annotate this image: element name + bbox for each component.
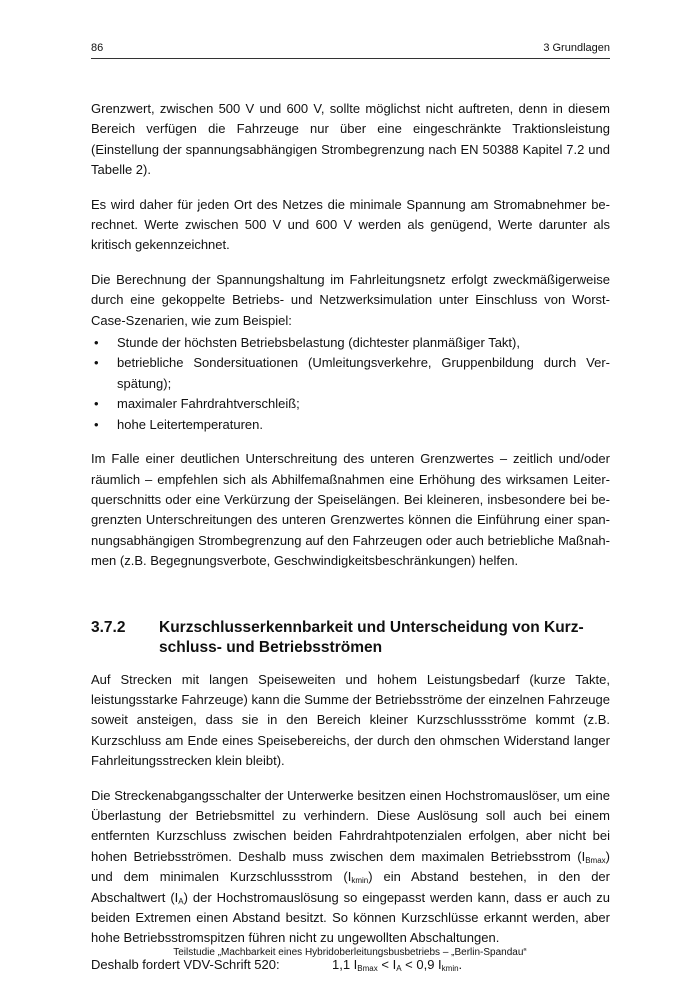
page-number: 86: [91, 42, 104, 54]
section-number: 3.7.2: [91, 618, 126, 636]
bullet-icon: •: [94, 335, 99, 351]
chapter-title: 3 Grundlagen: [543, 42, 610, 54]
list-item-text: Stunde der höchsten Betriebsbelastung (dichtester planmäßiger Takt),: [117, 335, 520, 351]
bullet-icon: •: [94, 396, 99, 412]
list-item-text: hohe Leitertemperaturen.: [117, 416, 263, 432]
page-footer: Teilstudie „Machbarkeit eines Hybridoberleitungsbusbetriebs – „Berlin-Spandau“: [173, 947, 527, 958]
page-header: [91, 40, 610, 59]
bullet-icon: •: [94, 416, 99, 432]
page-body: [91, 99, 610, 975]
paragraph: Es wird daher für jeden Ort des Netzes die minimale Spannung am Stromabnehmer berechnet. Werte zwischen 500 V und 600 V werden als genügend, Werte darunter als kritisch gekennzeichnet.: [91, 196, 610, 253]
paragraph: Auf Strecken mit langen Speiseweiten und hohem Leistungsbedarf (kurze Takte, leistungsstarke Fahrzeuge) kann die Summe der Betriebsströme der einzelnen Fahrzeuge soweit ansteigen, dass sie in den Bereich kleiner Kurzschlussströme kommt (z.B. Kurzschluss am Ende eines Speisebereichs, der durch den ohmschen Widerstand langer Fahrleitungsstrecken klein bleibt).: [91, 671, 610, 769]
paragraph-with-subscripts: Die Streckenabgangsschalter der Unterwerke besitzen einen Hochstromauslöser, um eine Überlastung der Betriebsmittel zu verhindern. Diese Auslösung soll auch bei einem entfernten Kurzschluss zwischen beiden Fahrdrahtpotenzialen erfolgen, aber nicht bei hohen Betriebsströmen. Deshalb muss zwischen dem maximalen Betriebsstrom $(I_{Bmax})$ und dem minimalen Kurzschlussstrom $(I_{kmin})$ ein Abstand bestehen, in den der Abschaltwert $(I_A)$ der Hochstromauslösung so eingepasst werden kann, dass er auch zu beiden Extremen einen Abstand besitzt. So können Kurzschlüsse erkannt werden, aber hohe Betriebsstromspitzen führen nicht zu ungewollten Abschaltungen.: [91, 787, 610, 946]
list-item: [91, 394, 610, 414]
list-item: [91, 353, 610, 394]
bullet-list: [91, 333, 610, 435]
paragraph: Die Berechnung der Spannungshaltung im Fahrleitungsnetz erfolgt zweckmäßigerweise durch eine gekoppelte Betriebs- und Netzwerksimulation unter Einschluss von Worst-Case-Szenarien, wie zum Beispiel:: [91, 271, 610, 328]
list-item-text: betriebliche Sondersituationen (Umleitungsverkehre, Gruppenbildung durch Verspätung);: [117, 355, 610, 391]
formula: 1,1 $I_{Bmax} < I_A < 0,9$ $I_{kmin}$.: [332, 956, 463, 973]
list-item: [91, 333, 610, 353]
paragraph: Grenzwert, zwischen 500 V und 600 V, sollte möglichst nicht auftreten, denn in diesem Bereich verfügen die Fahrzeuge nur über eine eingeschränkte Traktionsleistung (Einstellung der spannungsabhängigen Strombegrenzung nach EN 50388 Kapitel 7.2 und Tabelle 2).: [91, 101, 610, 178]
list-item-text: maximaler Fahrdrahtverschleiß;: [117, 396, 300, 412]
section-heading: [91, 618, 610, 658]
bullet-icon: •: [94, 355, 99, 371]
paragraph: Im Falle einer deutlichen Unterschreitung des unteren Grenzwertes – zeitlich und/oder räumlich – empfehlen sich als Abhilfemaßnahmen eine Erhöhung des wirksamen Leiterquerschnitts oder eine Verkürzung der Speiselängen. Bei kleineren, insbesondere bei begrenzten Unterschreitungen des unteren Grenzwertes können die Einführung einer spannungsabhängigen Strombegrenzung auf den Fahrzeugen oder auch betriebliche Maßnahmen (z.B. Begegnungsverbote, Geschwindigkeitsbeschränkungen) helfen.: [91, 451, 610, 569]
section-title: Kurzschlusserkennbarkeit und Unterscheidung von Kurzschluss- und Betriebsströmen: [159, 618, 584, 656]
formula-lead: Deshalb fordert VDV-Schrift 520:: [91, 956, 280, 972]
list-item: [91, 415, 610, 435]
